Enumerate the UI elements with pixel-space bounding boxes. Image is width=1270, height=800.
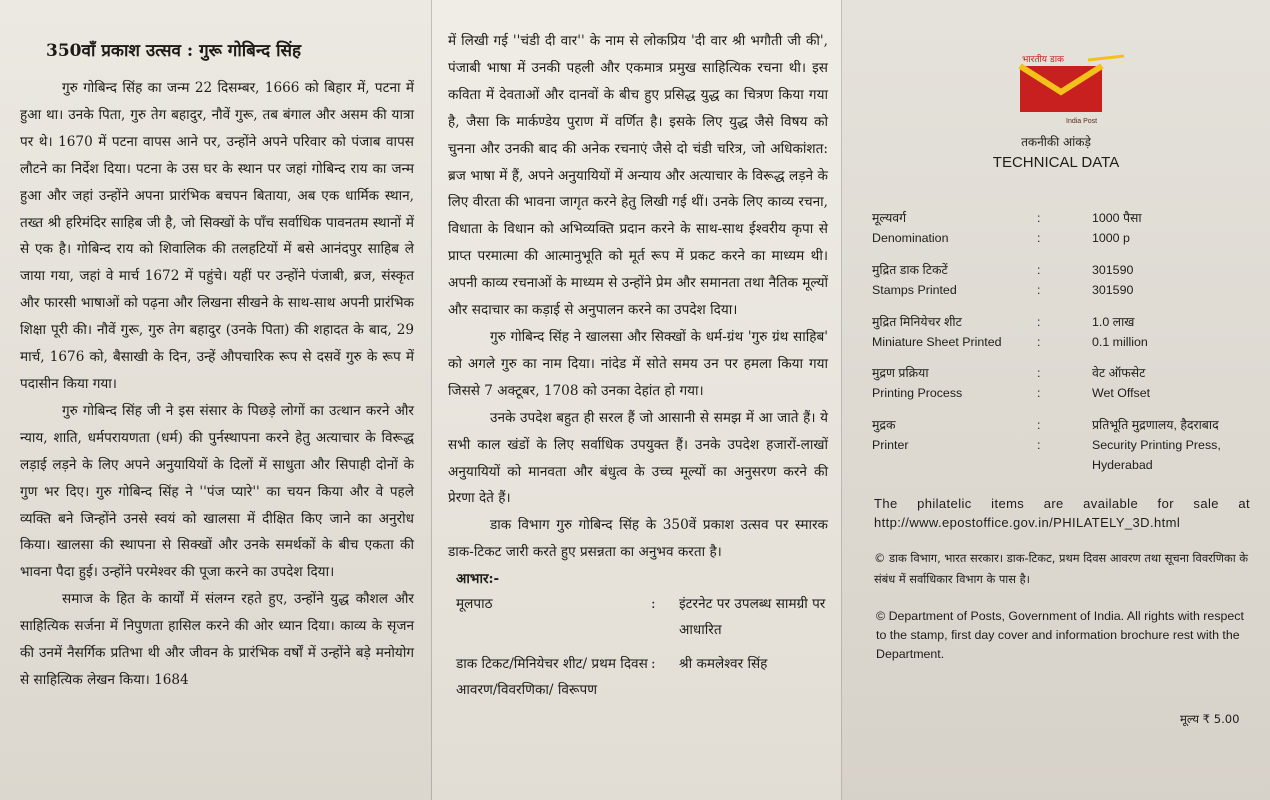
data-separator: :	[1037, 366, 1041, 380]
ack-label: मूलपाठ	[456, 596, 493, 613]
ack-row	[456, 651, 828, 703]
data-separator: :	[1037, 438, 1041, 452]
data-value: 1000 पैसा	[1092, 211, 1142, 225]
middle-panel	[432, 0, 842, 800]
ack-value: इंटरनेट पर उपलब्ध सामग्री पर आधारित	[679, 596, 826, 639]
data-value: 301590	[1092, 283, 1134, 297]
data-separator: :	[1037, 211, 1041, 225]
data-separator: :	[1037, 335, 1041, 349]
data-value: 1000 p	[1092, 231, 1130, 245]
data-value: प्रतिभूति मुद्रणालय, हैदराबाद	[1092, 418, 1219, 432]
data-value: Security Printing Press, Hyderabad	[1092, 438, 1221, 472]
paragraph-4: में लिखी गई ''चंडी दी वार'' के नाम से लोकप्रिय 'दी वार श्री भगौती जी की', पंजाबी भाषा में उनकी पहली और एकमात्र प्रमुख साहित्यिक रचना थी। इस कविता में देवताओं और दानवों के बीच हुए प्रसिद्ध युद्ध का चित्रण किया गया है, जैसा कि मार्कण्डेय पुराण में वर्णित है। इसके लिए युद्ध जैसे विषय को चुनना और उनकी बाद की अनेक रचनाएं जैसे दो चंडी चरित्र, जो अधिकांशत: ब्रज भाषा में हैं, अपने अनुयायियों में अन्याय और अत्याचार के विरूद्ध लड़ने के लिए वीरता की भावना जागृत करने हेतु लिखी गई थीं। उनके लिए काव्य रचना, विधाता के विधान को अभिव्यक्ति प्रदान करने के साथ-साथ ईश्वरीय कृपा से प्राप्त परमात्मा की आत्मानुभूति को मूर्त रूप में प्रकट करने का माध्यम थी। अपनी काव्य रचनाओं के माध्यम से उन्होंने प्रेम और समानता तथा नैतिक मूल्यों और सदाचार का कड़ाई से अनुपालन करने का उपदेश दिया।	[448, 33, 828, 319]
technical-data-hindi: तकनीकी आंकड़े	[1021, 135, 1091, 149]
data-value: 301590	[1092, 263, 1134, 277]
data-separator: :	[1037, 283, 1041, 297]
data-value: 0.1 million	[1092, 335, 1148, 349]
ack-separator: :	[651, 596, 656, 613]
data-separator: :	[1037, 418, 1041, 432]
data-separator: :	[1037, 315, 1041, 329]
data-value: वेट ऑफसेट	[1092, 366, 1146, 380]
data-label: Denomination	[872, 231, 949, 245]
data-separator: :	[1037, 386, 1041, 400]
data-value: Wet Offset	[1092, 386, 1151, 400]
availability-note: The philatelic items are available for sale at http://www.epostoffice.gov.in/PHILATELY_3D.html	[874, 496, 1250, 530]
copyright-english: © Department of Posts, Government of India. All rights with respect to the stamp, first day cover and information brochure rest with the Department.	[876, 609, 1244, 661]
paragraph-3: समाज के हित के कार्यों में संलग्न रहते हुए, उन्होंने युद्ध कौशल और साहित्यिक सर्जना में निपुणता हासिल करने की ओर ध्यान दिया। काव्य के सृजन की उनमें नैसर्गिक प्रतिभा थी और जीवन के प्रारंभिक वर्षों में उन्होंने बड़े मनोयोग से साहित्यिक लेखन किया। 1684	[20, 591, 414, 688]
data-block-printing-process	[872, 363, 1270, 403]
data-label: मुद्रित मिनियेचर शीट	[872, 315, 962, 329]
paragraph-6: उनके उपदेश बहुत ही सरल हैं जो आसानी से समझ में आ जाते हैं। ये सभी काल खंडों के लिए सर्वाधिक उपयुक्त हैं। उनके उपदेश हजारों-लाखों अनुयायियों को मानवता और बंधुत्व के उच्च मूल्यों का अनुसरण करने की प्रेरणा देते हैं।	[448, 409, 828, 507]
data-label: मूल्यवर्ग	[872, 211, 907, 225]
copyright-hindi: © डाक विभाग, भारत सरकार। डाक-टिकट, प्रथम दिवस आवरण तथा सूचना विवरणिका के संबंध में सर्वाधिकार विभाग के पास है।	[874, 551, 1249, 586]
page-title: 350वाँ प्रकाश उत्सव : गुरू गोबिन्द सिंह	[46, 41, 302, 61]
data-block-stamps-printed	[872, 260, 1270, 300]
data-label: मुद्रण प्रक्रिया	[872, 366, 929, 380]
data-label: Miniature Sheet Printed	[872, 335, 1002, 349]
data-block-printer	[872, 415, 1270, 475]
left-panel	[0, 0, 432, 800]
paragraph-5: गुरु गोबिन्द सिंह ने खालसा और सिक्खों के धर्म-ग्रंथ 'गुरु ग्रंथ साहिब' को अगले गुरु का नाम दिया। नांदेड में सोते समय उन पर हमला किया गया जिससे 7 अक्टूबर, 1708 को उनका देहांत हो गया।	[448, 328, 828, 399]
ack-label: डाक टिकट/मिनियेचर शीट/ प्रथम दिवस आवरण/विवरणिका/ विरूपण	[456, 656, 648, 699]
ack-value: श्री कमलेश्वर सिंह	[679, 656, 768, 673]
data-separator: :	[1037, 231, 1041, 245]
ack-separator: :	[651, 656, 656, 673]
ack-row	[456, 591, 828, 643]
logo-hindi-text: भारतीय डाक	[1022, 55, 1064, 65]
data-label: Printer	[872, 438, 909, 452]
logo-english-text: India Post	[1066, 118, 1098, 125]
technical-data-heading: TECHNICAL DATA	[992, 154, 1120, 171]
data-separator: :	[1037, 263, 1041, 277]
data-value: 1.0 लाख	[1092, 315, 1135, 329]
acknowledgement-title: आभार:-	[456, 571, 500, 588]
logo-swoosh-shape	[1088, 56, 1124, 60]
data-label: मुद्रक	[872, 418, 896, 432]
data-label: Printing Process	[872, 386, 963, 400]
price-label: मूल्य ₹ 5.00	[1180, 712, 1240, 726]
paragraph-1: गुरु गोबिन्द सिंह का जन्म 22 दिसम्बर, 1666 को बिहार में, पटना में हुआ था। उनके पिता, गुरु तेग बहादुर, नौवें गुरू, तब बंगाल और असम की यात्रा पर थे। 1670 में पटना वापस आने पर, उन्होंने अपने परिवार को पंजाब वापस लौटने का निर्देश दिया। पटना के उस घर के स्थान पर जहां गोबिन्द राय का जन्म हुआ और जहां उन्होंने अपना प्रारंभिक बचपन बिताया, अब एक धार्मिक स्थान, तख्त श्री हरिमंदिर साहिब जी है, जो सिक्खों के पाँच सर्वाधिक पावनतम स्थानों में से एक है। गोबिन्द राय को शिवालिक की तलहटियों में बसे आनंदपुर साहिब ले जाया गया, जहां वे मार्च 1672 में पहुंचे। यहीं पर उन्होंने पंजाबी, ब्रज, संस्कृत और फारसी भाषाओं को पढ़ना और लिखना सीखने के साथ-साथ अपनी प्रारंभिक शिक्षा पूरी की। नौवें गुरू, गुरु तेग बहादुर (उनके पिता) की शहादत के बाद, 29 मार्च, 1676 को, बैसाखी के दिन, उन्हें औपचारिक रूप से दसवें गुरु के रूप में पदासीन किया गया।	[20, 80, 414, 392]
data-label: मुद्रित डाक टिकटें	[872, 263, 948, 277]
india-post-logo	[1008, 52, 1128, 126]
paragraph-2: गुरु गोबिन्द सिंह जी ने इस संसार के पिछड़े लोगों का उत्थान करने और न्याय, शाति, धर्मपरायणता (धर्म) की पुर्नस्थापना करने हेतु अत्याचार के विरूद्ध लड़ाई लड़ने के लिए अपने अनुयायियों के दिलों में साधुता और सिपाही दोनों के गुण भर दिए। गुरु गोबिन्द सिंह ने ''पंज प्यारे'' का चयन किया और वे पहले व्यक्ति बने जिन्होंने उनसे स्वयं को खालसा में दीक्षित किए जाने का अनुरोध किया। खालसा की स्थापना से सिक्खों और उनके समर्थकों के बीच एकता की भावना पैदा हुई। उन्होंने परमेश्वर की पूजा करने का उपदेश दिया।	[20, 402, 414, 581]
data-block-miniature-sheet	[872, 312, 1270, 352]
data-block-denomination	[872, 208, 1270, 248]
data-label: Stamps Printed	[872, 283, 957, 297]
paragraph-7: डाक विभाग गुरु गोबिन्द सिंह के 350वें प्रकाश उत्सव पर स्मारक डाक-टिकट जारी करते हुए प्रसन्नता का अनुभव करता है।	[448, 517, 828, 561]
right-panel	[842, 0, 1270, 800]
